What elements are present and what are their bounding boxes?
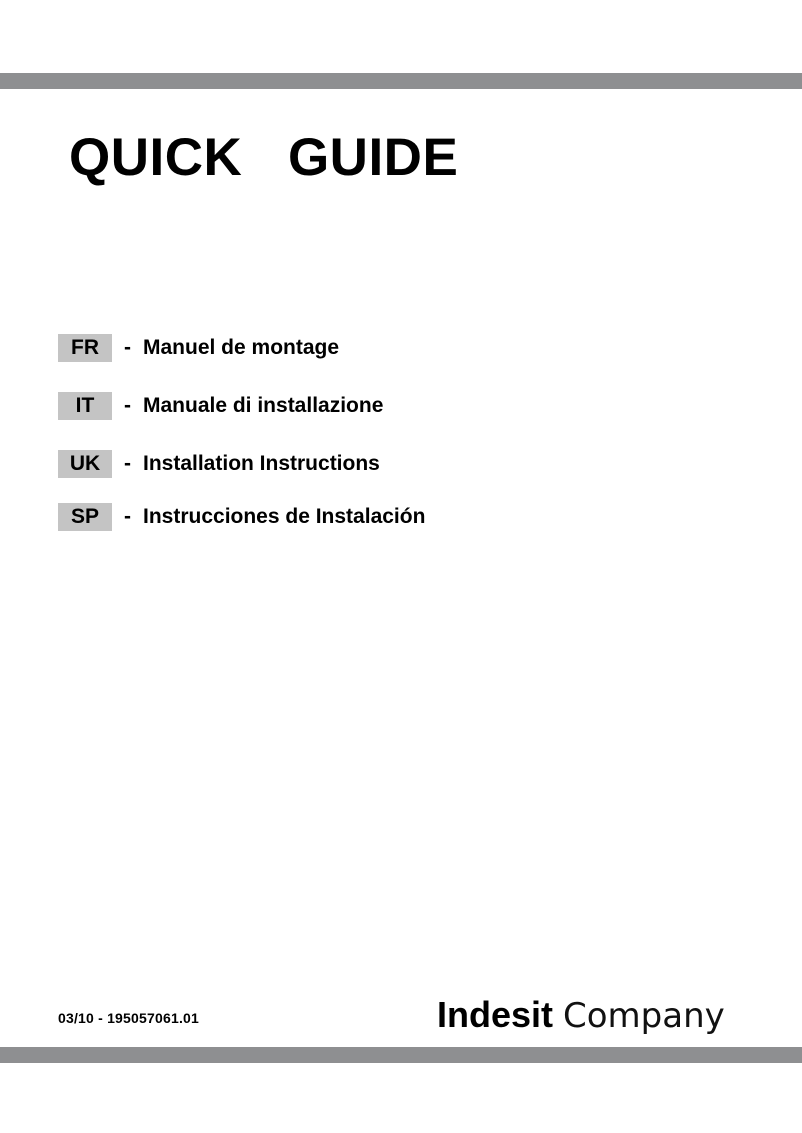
language-separator: - <box>124 394 131 417</box>
language-label: Manuale di installazione <box>143 394 384 417</box>
language-item-sp <box>58 503 425 531</box>
top-divider-bar <box>0 73 802 89</box>
bottom-divider-bar <box>0 1047 802 1063</box>
language-item-fr <box>58 334 339 362</box>
language-item-it <box>58 392 383 420</box>
language-label: Instrucciones de Instalación <box>143 505 426 528</box>
language-separator: - <box>124 505 131 528</box>
page-title: QUICK GUIDE <box>69 128 459 187</box>
brand-logo <box>437 994 725 1037</box>
language-code-badge: FR <box>58 334 112 362</box>
language-separator: - <box>124 336 131 359</box>
language-label: Installation Instructions <box>143 452 380 475</box>
brand-name-primary: Indesit <box>437 994 554 1035</box>
language-label: Manuel de montage <box>143 336 340 359</box>
language-code-badge: UK <box>58 450 112 478</box>
document-code: 03/10 - 195057061.01 <box>58 1010 200 1026</box>
brand-name-secondary: Company <box>563 996 725 1036</box>
language-item-uk <box>58 450 380 478</box>
language-code-badge: IT <box>58 392 112 420</box>
language-code-badge: SP <box>58 503 112 531</box>
language-separator: - <box>124 452 131 475</box>
